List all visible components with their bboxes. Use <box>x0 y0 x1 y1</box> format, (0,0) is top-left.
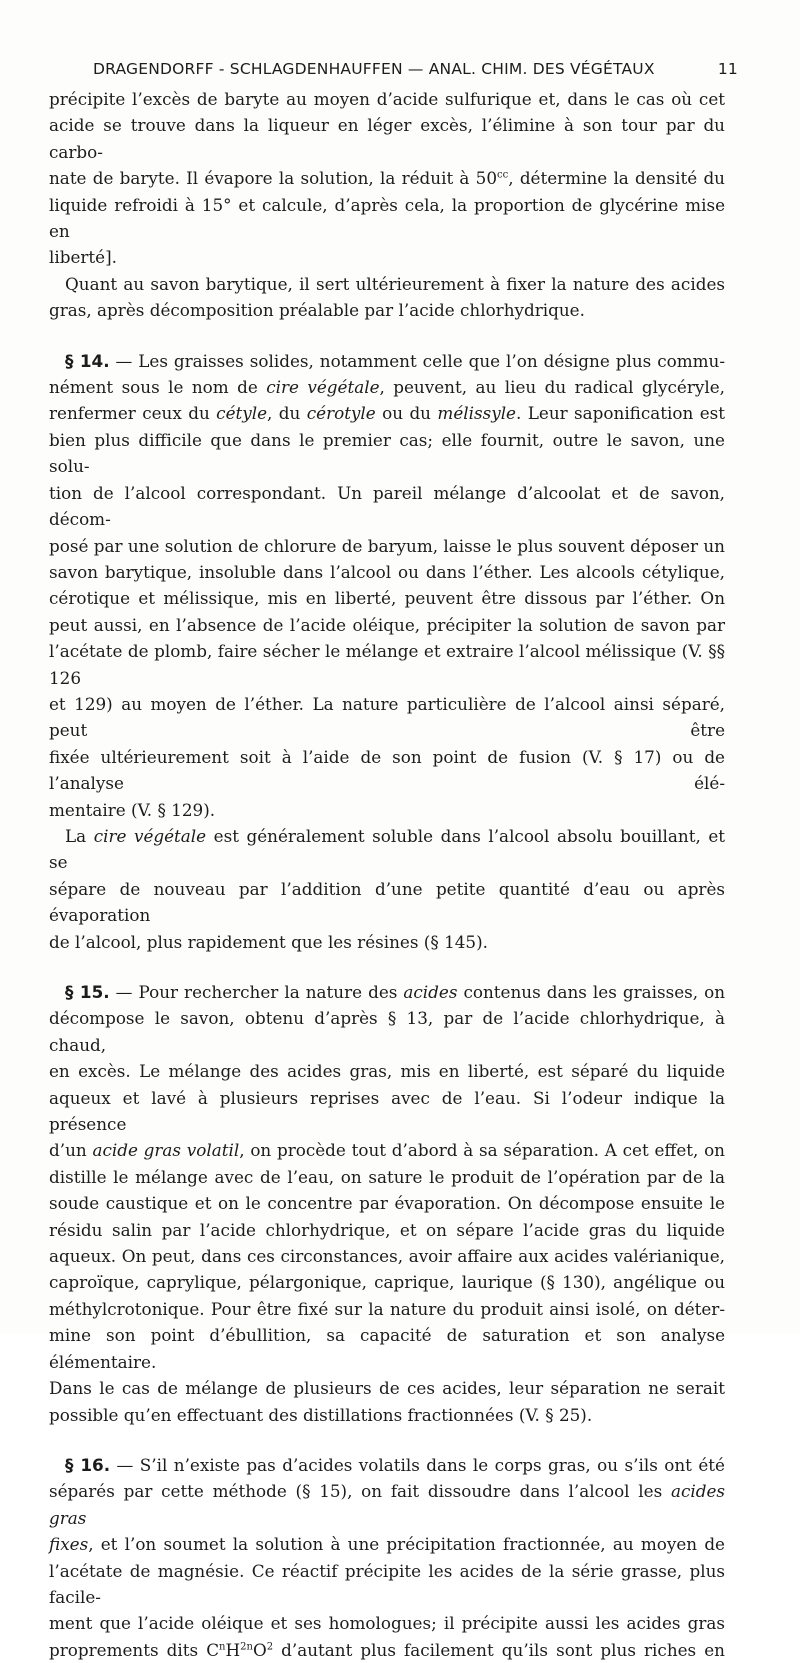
text-line: en excès. Le mélange des acides gras, mis en liberté, est séparé du liquide <box>49 1061 725 1082</box>
text-line: liquide refroidi à 15° et calcule, d’après cela, la proportion de glycérine mise en <box>49 194 725 242</box>
text-line: peut aussi, en l’absence de l’acide oléique, précipiter la solution de savon par <box>49 614 725 635</box>
text-line: décompose le savon, obtenu d’après § 13, par de l’acide chlorhydrique, à chaud, <box>49 1008 725 1055</box>
text-line: ment que l’acide oléique et ses homologues; il précipite aussi les acides gras <box>49 1613 725 1634</box>
body-text <box>49 86 725 1663</box>
text-line: d’un acide gras volatil, on procède tout d’abord à sa séparation. A cet effet, on <box>49 1140 725 1161</box>
text-line: aqueux. On peut, dans ces circonstances, avoir affaire aux acides valérianique, <box>49 1246 725 1267</box>
text-line: fixes, et l’on soumet la solution à une précipitation fractionnée, au moyen de <box>49 1534 725 1555</box>
text-line: sépare de nouveau par l’addition d’une petite quantité d’eau ou après évaporation <box>49 878 725 926</box>
text-line: mentaire (V. § 129). <box>49 799 216 820</box>
section-label: § 14. <box>65 350 110 371</box>
text-line: méthylcrotonique. Pour être fixé sur la nature du produit ainsi isolé, on déter- <box>49 1298 725 1319</box>
text-line: proprements dits $C^nH^{2n}O^2$ d’autant plus facilement qu’ils sont plus riches en <box>49 1639 725 1660</box>
text-line: l’acétate de magnésie. Ce réactif précipite les acides de la série grasse, plus facile- <box>49 1560 725 1607</box>
text-line: résidu salin par l’acide chlorhydrique, et on sépare l’acide gras du liquide <box>49 1219 725 1240</box>
text-line: posé par une solution de chlorure de baryum, laisse le plus souvent déposer un <box>49 535 725 556</box>
text-line: § 14. — Les graisses solides, notamment celle que l’on désigne plus commu- <box>65 350 725 371</box>
text-line: Dans le cas de mélange de plusieurs de ces acides, leur séparation ne serait <box>49 1378 725 1399</box>
text-line: renfermer ceux du cétyle, du cérotyle ou du mélissyle. Leur saponification est <box>49 403 725 424</box>
section-label: § 16. <box>65 1454 111 1475</box>
text-line: § 15. — Pour rechercher la nature des acides contenus dans les graisses, on <box>65 982 725 1002</box>
text-line: Quant au savon barytique, il sert ultérieurement à fixer la nature des acides <box>65 273 725 294</box>
text-line: La cire végétale est généralement soluble dans l’alcool absolu bouillant, et se <box>49 825 726 873</box>
page-number: 11 <box>717 60 738 78</box>
text-line: soude caustique et on le concentre par évaporation. On décompose ensuite le <box>49 1193 725 1214</box>
text-line: § 16. — S’il n’existe pas d’acides volatils dans le corps gras, ou s’ils ont été <box>65 1454 725 1475</box>
text-line: aqueux et lavé à plusieurs reprises avec de l’eau. Si l’odeur indique la présence <box>49 1087 725 1135</box>
text-line: mine son point d’ébullition, sa capacité de saturation et son analyse élémentaire. <box>49 1325 725 1372</box>
running-header <box>60 56 740 82</box>
text-line: savon barytique, insoluble dans l’alcool ou dans l’éther. Les alcools cétylique, <box>49 561 725 582</box>
text-line: cérotique et mélissique, mis en liberté, peuvent être dissous par l’éther. On <box>49 588 725 609</box>
text-line: séparés par cette méthode (§ 15), on fait dissoudre dans l’alcool les acides gras <box>49 1481 725 1528</box>
paragraph-cire-vegetale <box>49 823 725 955</box>
section-label: § 15. <box>65 982 110 1002</box>
section-16 <box>49 1452 725 1663</box>
text-line: caproïque, caprylique, pélargonique, caprique, laurique (§ 130), angélique ou <box>49 1272 725 1293</box>
text-line: nate de baryte. Il évapore la solution, la réduit à $50^{cc}$, détermine la densité du <box>49 168 725 189</box>
text-line: gras, après décomposition préalable par l’acide chlorhydrique. <box>49 300 585 321</box>
text-line: tion de l’alcool correspondant. Un pareil mélange d’alcoolat et de savon, décom- <box>49 482 725 530</box>
text-line: fixée ultérieurement soit à l’aide de son point de fusion (V. § 17) ou de l’analyse élé- <box>49 746 725 794</box>
text-line: nément sous le nom de cire végétale, peuvent, au lieu du radical glycéryle, <box>49 377 725 398</box>
text-line: bien plus difficile que dans le premier cas; elle fournit, outre le savon, une solu- <box>49 429 725 477</box>
text-line: l’acétate de plomb, faire sécher le mélange et extraire l’alcool mélissique (V. §§ 126 <box>49 641 725 688</box>
text-line: précipite l’excès de baryte au moyen d’acide sulfurique et, dans le cas où cet <box>49 89 725 109</box>
running-title: DRAGENDORFF - SCHLAGDENHAUFFEN — ANAL. CHIM. DES VÉGÉTAUX <box>93 60 655 78</box>
section-14 <box>49 348 725 823</box>
text-line: possible qu’en effectuant des distillations fractionnées (V. § 25). <box>49 1404 593 1425</box>
text-line: de l’alcool, plus rapidement que les résines (§ 145). <box>49 931 488 952</box>
paragraph-savon-barytique <box>49 271 725 324</box>
text-line: liberté]. <box>49 247 117 268</box>
paragraph-glycerine <box>49 86 725 271</box>
text-line: et 129) au moyen de l’éther. La nature particulière de l’alcool ainsi séparé, peut être <box>49 693 725 741</box>
section-15 <box>49 979 725 1428</box>
text-line: distille le mélange avec de l’eau, on sature le produit de l’opération par de la <box>49 1166 725 1187</box>
text-line: acide se trouve dans la liqueur en léger excès, l’élimine à son tour par du carbo- <box>49 115 725 162</box>
